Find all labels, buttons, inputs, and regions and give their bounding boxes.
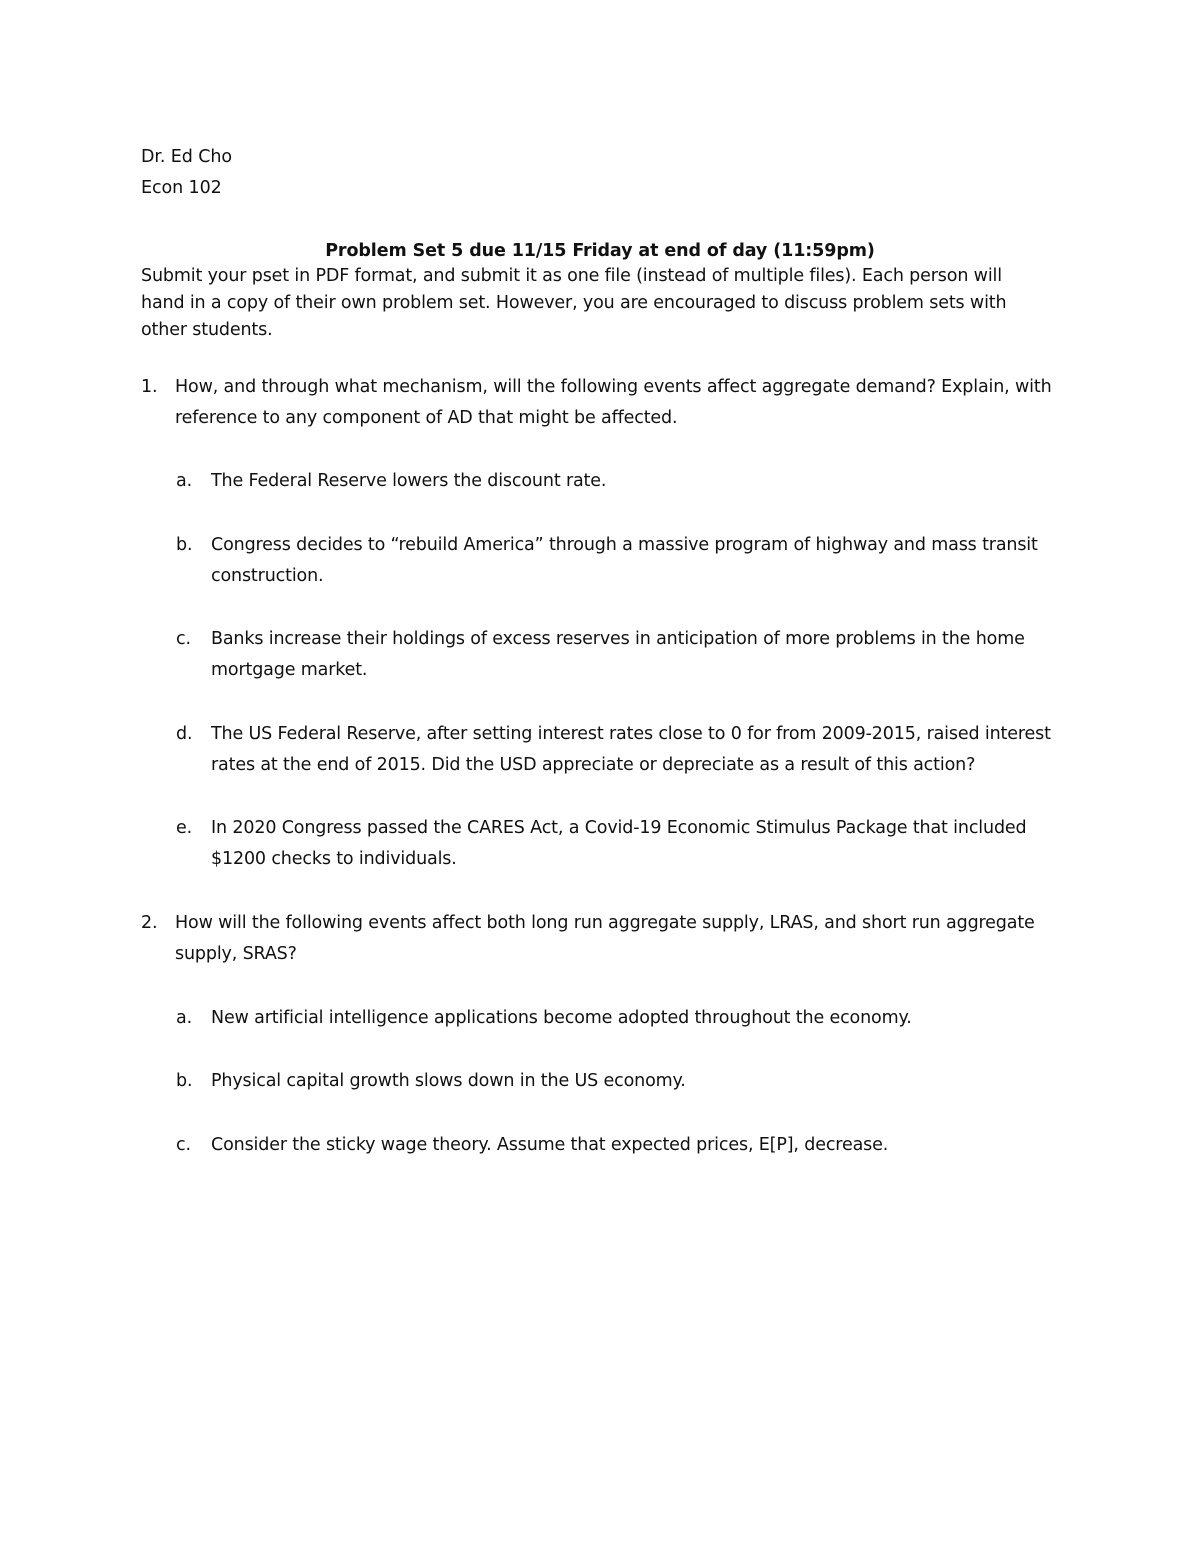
part-marker: b. [176,1071,193,1091]
question-marker: 2. [141,913,158,933]
question-1-part-e [176,813,1066,875]
part-marker: b. [176,535,193,555]
part-text: Congress decides to “rebuild America” through a massive program of highway and mass transit construction. [211,535,1038,586]
part-text: New artificial intelligence applications become adopted throughout the economy. [211,1008,912,1028]
problem-set-title: Problem Set 5 due 11/15 Friday at end of day (11:59pm) [325,241,875,261]
question-1-part-b [176,530,1066,592]
question-1-part-d [176,719,1066,781]
question-2-part-a [176,1003,1066,1034]
question-text: How, and through what mechanism, will the following events affect aggregate demand? Explain, with reference to any component of AD that might be affected. [175,377,1052,428]
question-2-part-c [176,1130,1066,1161]
part-text: The Federal Reserve lowers the discount rate. [211,471,607,491]
question-1-part-a [176,466,1066,497]
question-marker: 1. [141,377,158,397]
part-text: Banks increase their holdings of excess reserves in anticipation of more problems in the home mortgage market. [211,629,1025,680]
part-marker: a. [176,1008,192,1028]
part-marker: e. [176,818,193,838]
part-text: In 2020 Congress passed the CARES Act, a Covid-19 Economic Stimulus Package that included $1200 checks to individuals. [211,818,1027,869]
question-2-part-b [176,1066,1066,1097]
question-text: How will the following events affect both long run aggregate supply, LRAS, and short run aggregate supply, SRAS? [175,913,1035,964]
question-2 [141,908,1061,970]
part-marker: d. [176,724,193,744]
question-1 [141,372,1061,434]
part-marker: c. [176,629,191,649]
part-marker: c. [176,1135,191,1155]
part-text: The US Federal Reserve, after setting interest rates close to 0 for from 2009-2015, raised interest rates at the end of 2015. Did the USD appreciate or depreciate as a result of this action? [211,724,1051,775]
part-text: Consider the sticky wage theory. Assume that expected prices, E[P], decrease. [211,1135,889,1155]
part-marker: a. [176,471,192,491]
author-name: Dr. Ed Cho [141,147,232,167]
instructions-paragraph: Submit your pset in PDF format, and submit it as one file (instead of multiple files). Each person will hand in a copy of their own problem set. However, you are encouraged to discuss problem sets with other students. [141,266,1007,340]
course-name: Econ 102 [141,178,222,198]
question-1-part-c [176,624,1066,686]
part-text: Physical capital growth slows down in the US economy. [211,1071,686,1091]
